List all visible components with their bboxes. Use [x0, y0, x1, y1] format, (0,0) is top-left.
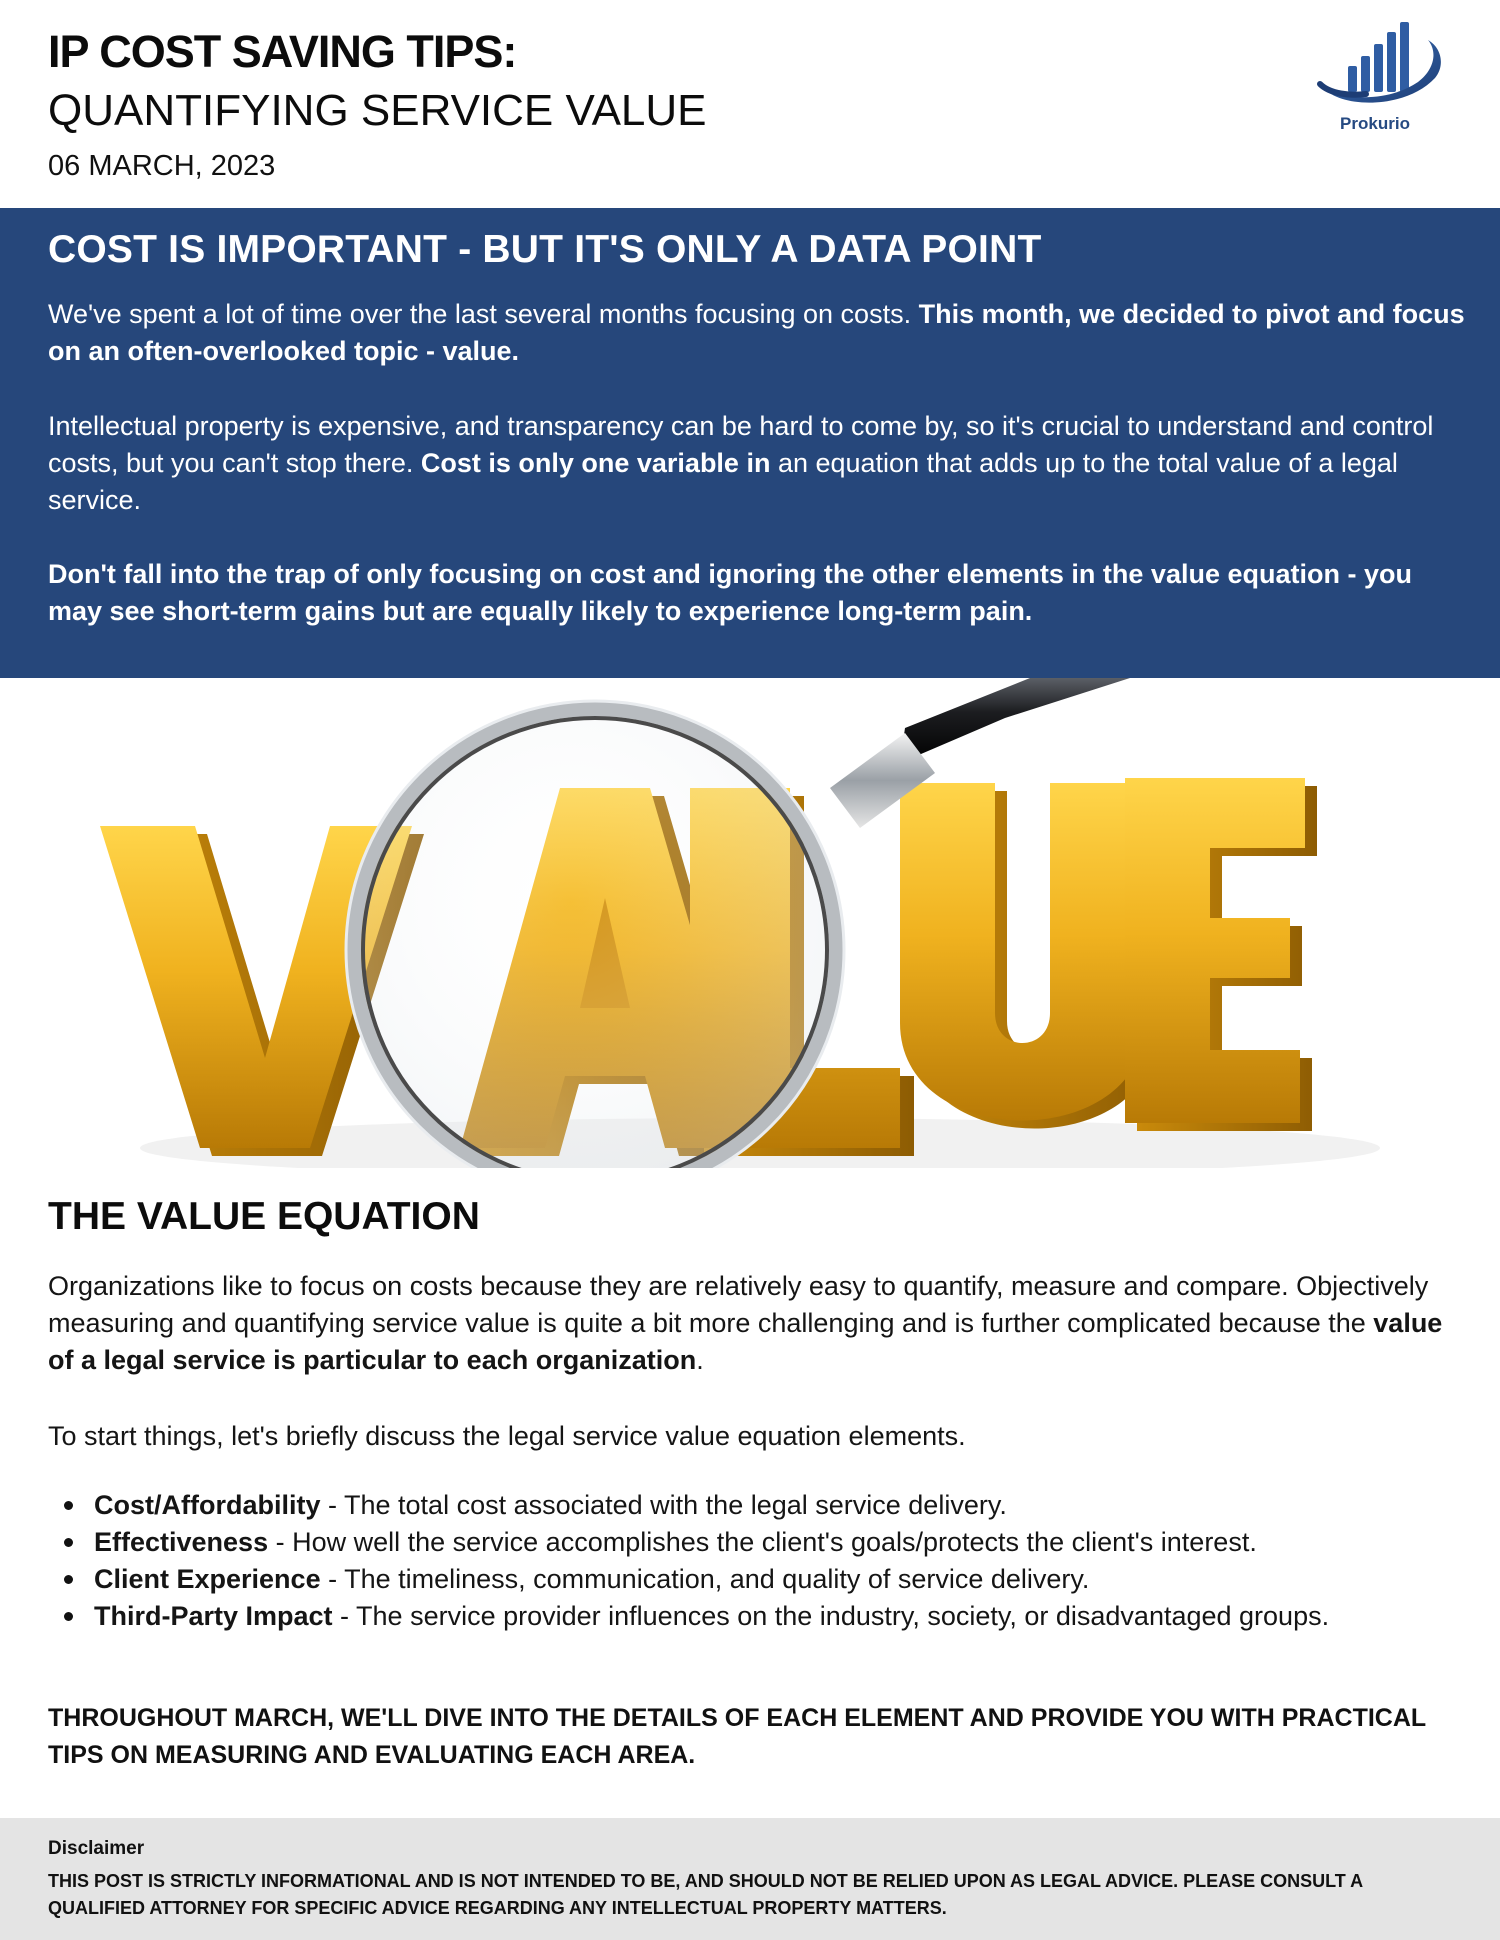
bar-chart-logo-icon [1310, 18, 1450, 118]
list-item-term: Client Experience [94, 1564, 321, 1594]
list-item-desc: - The timeliness, communication, and quality of service delivery. [320, 1564, 1090, 1594]
banner-paragraph-3 [48, 556, 1468, 630]
list-item-term: Cost/Affordability [94, 1490, 321, 1520]
value-magnifier-image [0, 678, 1500, 1168]
text-span: Organizations like to focus on costs because they are relatively easy to quantify, measure and compare. Objectively measuring and quantifying service value is quite a bit more challenging and is further complicated because the [48, 1271, 1429, 1338]
letter-u [900, 783, 1157, 1129]
letter-e [1125, 778, 1317, 1131]
value-paragraph-2: To start things, let's briefly discuss the legal service value equation elements. [48, 1421, 966, 1451]
disclaimer-text: THIS POST IS STRICTLY INFORMATIONAL AND IS NOT INTENDED TO BE, AND SHOULD NOT BE RELIED UPON AS LEGAL ADVICE. PLEASE CONSULT A QUALIFIED ATTORNEY FOR SPECIFIC ADVICE REGARDING ANY INTELLECTUAL PROPERTY MATTERS. [48, 1871, 1363, 1918]
banner-paragraph-2 [48, 408, 1468, 519]
disclaimer-title: Disclaimer [48, 1838, 145, 1859]
list-item [48, 1487, 1488, 1524]
logo-text: Prokurio [1340, 114, 1410, 133]
call-to-action: THROUGHOUT MARCH, WE'LL DIVE INTO THE DETAILS OF EACH ELEMENT AND PROVIDE YOU WITH PRACTICAL TIPS ON MEASURING AND EVALUATING EACH AREA. [48, 1704, 1426, 1769]
list-item-desc: - The total cost associated with the legal service delivery. [320, 1490, 1007, 1520]
intro-banner [0, 208, 1500, 678]
prokurio-logo[interactable] [1310, 18, 1450, 143]
page-title: IP COST SAVING TIPS: [48, 26, 517, 77]
list-item-desc: - How well the service accomplishes the client's goals/protects the client's interest. [268, 1527, 1257, 1557]
text-span: . [696, 1345, 704, 1375]
value-paragraph-1 [48, 1268, 1468, 1379]
bullet-icon [64, 1612, 73, 1621]
value-elements-list [48, 1487, 1488, 1635]
text-span: an equation that adds up to the total value of a legal service. [48, 448, 1398, 515]
text-span: We've spent a lot of time over the last several months focusing on costs. [48, 299, 919, 329]
page-subtitle: QUANTIFYING SERVICE VALUE [48, 86, 707, 135]
disclaimer-footer [0, 1818, 1500, 1940]
publish-date: 06 MARCH, 2023 [48, 150, 276, 182]
bullet-icon [64, 1538, 73, 1547]
bullet-icon [64, 1501, 73, 1510]
bold-text-span: value of a legal service is particular to each organization [48, 1308, 1443, 1375]
banner-heading: COST IS IMPORTANT - BUT IT'S ONLY A DATA POINT [48, 228, 1042, 271]
bold-text-span: This month, we decided to pivot and focus on an often-overlooked topic - value. [48, 299, 1465, 366]
bold-text-span: Don't fall into the trap of only focusing on cost and ignoring the other elements in the value equation - you may see short-term gains but are equally likely to experience long-term pain. [48, 559, 1412, 626]
section-heading: THE VALUE EQUATION [48, 1195, 480, 1238]
bold-text-span: Cost is only one variable in [420, 448, 771, 478]
text-span: Intellectual property is expensive, and transparency can be hard to come by, so it's crucial to understand and control costs, but you can't stop there. [48, 411, 1434, 478]
list-item [48, 1598, 1488, 1635]
bullet-icon [64, 1575, 73, 1584]
value-illustration [0, 678, 1500, 1168]
list-item [48, 1524, 1488, 1561]
list-item-desc: - The service provider influences on the industry, society, or disadvantaged groups. [332, 1601, 1330, 1631]
banner-paragraph-1 [48, 296, 1468, 370]
list-item-term: Effectiveness [94, 1527, 269, 1557]
list-item-term: Third-Party Impact [94, 1601, 333, 1631]
page-header [0, 0, 1500, 208]
list-item [48, 1561, 1488, 1598]
